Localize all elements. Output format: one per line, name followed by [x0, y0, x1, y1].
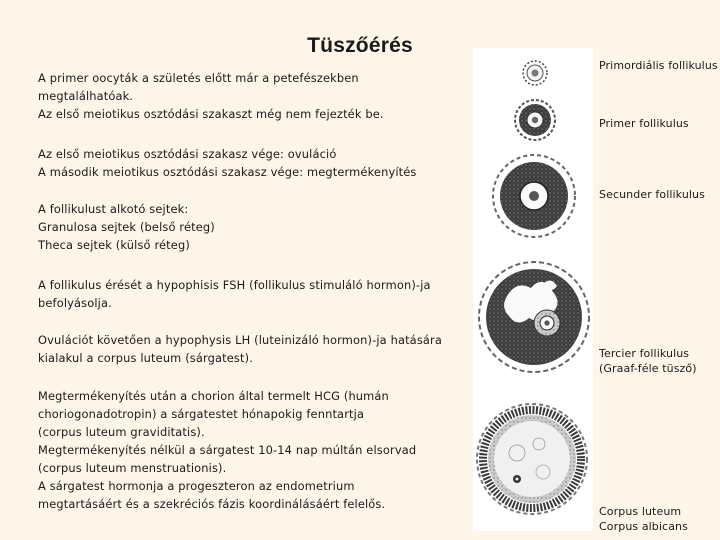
text-block-luteum: [38, 387, 458, 513]
label-line: Corpus albicans: [599, 520, 688, 533]
text-block-cells: [38, 200, 458, 254]
text-line: Granulosa sejtek (belső réteg): [38, 220, 215, 234]
text-block-fsh: [38, 276, 458, 312]
label-primary-follicle: Primer follikulus: [599, 117, 689, 130]
follicle-illustration: [473, 48, 593, 531]
text-line: Az első meiotikus osztódási szakasz vége: ovuláció: [38, 147, 337, 161]
text-line: (corpus luteum graviditatis).: [38, 425, 205, 439]
text-line: Megtermékenyítés után a chorion által termelt HCG (humán: [38, 389, 389, 403]
text-line: (corpus luteum menstruationis).: [38, 461, 227, 475]
text-line: A follikulus érését a hypophisis FSH (follikulus stimuláló hormon)-ja: [38, 278, 431, 292]
label-corpus: [599, 504, 688, 534]
text-block-lh: [38, 331, 458, 367]
text-line: A primer oocyták a születés előtt már a petefészekben: [38, 71, 359, 85]
text-line: kialakul a corpus luteum (sárgatest).: [38, 351, 253, 365]
text-line: Az első meiotikus osztódási szakaszt még nem fejezték be.: [38, 107, 384, 121]
label-primordial-follicle: Primordiális follikulus: [599, 59, 718, 72]
text-line: Megtermékenyítés nélkül a sárgatest 10-14 nap múltán elsorvad: [38, 443, 417, 457]
primary-follicle: [515, 100, 555, 140]
label-line: Tercier follikulus: [599, 347, 690, 360]
text-block-meiosis: [38, 145, 458, 181]
tertiary-follicle: [479, 262, 589, 372]
text-line: megtalálhatóak.: [38, 89, 134, 103]
text-line: A második meiotikus osztódási szakasz vége: megtermékenyítés: [38, 165, 417, 179]
label-tertiary-follicle: [599, 346, 697, 376]
label-secondary-follicle: Secunder follikulus: [599, 188, 705, 201]
secondary-follicle: [493, 155, 575, 237]
text-block-oocytes: [38, 69, 458, 123]
text-line: megtartásáért és a szekréciós fázis koordinálásáért felelős.: [38, 497, 386, 511]
text-line: A follikulust alkotó sejtek:: [38, 202, 189, 216]
text-line: A sárgatest hormonja a progeszteron az endometrium: [38, 479, 355, 493]
slide-title: Tüszőérés: [307, 34, 413, 57]
corpus-luteum: [477, 404, 587, 514]
label-line: (Graaf-féle tüsző): [599, 362, 697, 375]
primordial-follicle: [523, 61, 547, 85]
text-line: befolyásolja.: [38, 296, 112, 310]
text-line: Theca sejtek (külső réteg): [38, 238, 190, 252]
label-line: Corpus luteum: [599, 505, 682, 518]
text-line: choriogonadotropin) a sárgatestet hónapokig fenntartja: [38, 407, 365, 421]
text-line: Ovulációt követően a hypophysis LH (luteinizáló hormon)-ja hatására: [38, 333, 442, 347]
